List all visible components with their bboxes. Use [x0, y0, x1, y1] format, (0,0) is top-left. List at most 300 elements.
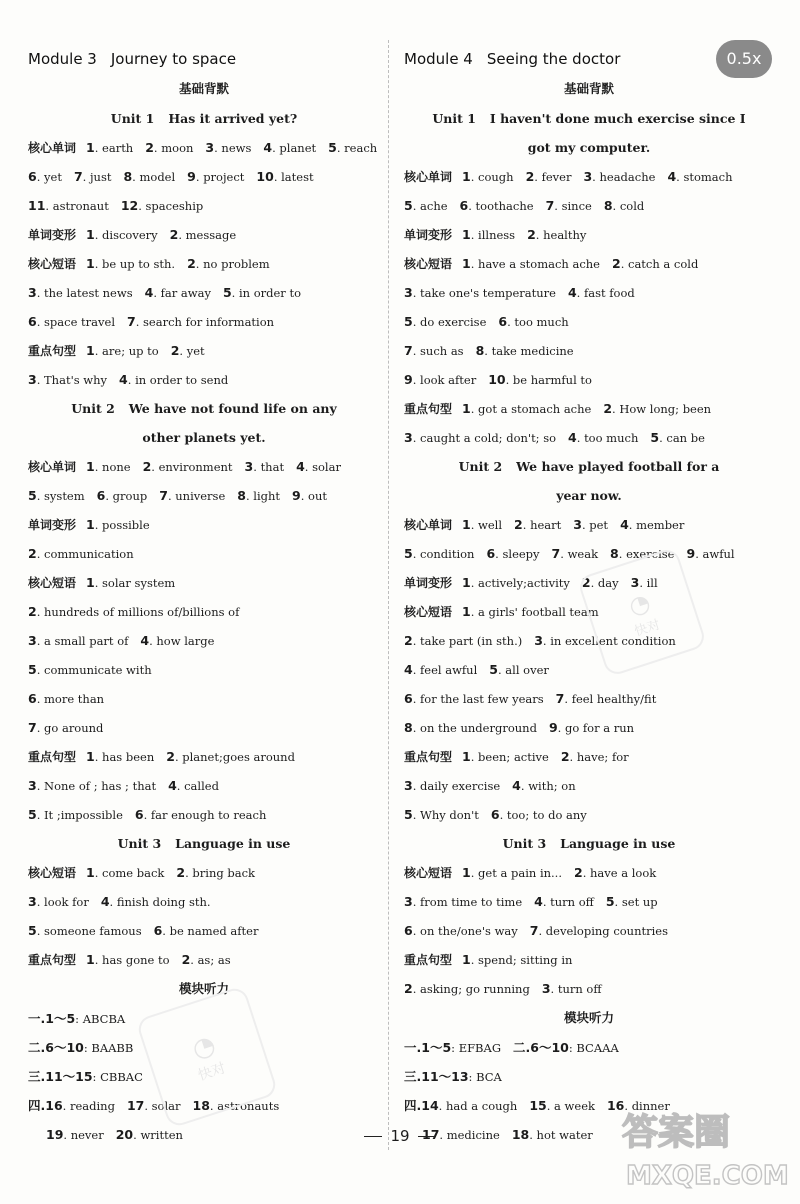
answer-item: [404, 808, 479, 822]
item-number: 2: [166, 749, 175, 764]
category-label: 重点句型: [404, 750, 453, 764]
item-number: 9: [686, 546, 696, 561]
answer-item: [404, 1041, 501, 1055]
item-number: 3: [28, 894, 37, 909]
answer-item: [573, 518, 608, 532]
answer-item: [462, 866, 562, 880]
item-separator: .: [576, 431, 585, 445]
item-number: 4: [144, 285, 154, 300]
unit-heading: [28, 829, 380, 858]
item-answer: BCAAA: [576, 1041, 619, 1055]
answer-item: [127, 315, 274, 329]
item-separator: .: [620, 257, 628, 271]
answer-line: [28, 742, 380, 771]
answer-item: [530, 924, 668, 938]
item-answer: planet;goes around: [182, 750, 295, 764]
item-answer: asking; go running: [420, 982, 530, 996]
item-separator: .: [590, 576, 598, 590]
unit-title: We have played football for a: [516, 459, 720, 474]
item-separator: .: [94, 866, 103, 880]
item-answer: feel awful: [420, 663, 478, 677]
item-answer: project: [203, 170, 245, 184]
item-number: 四.14: [404, 1098, 439, 1113]
item-answer: get a pain in...: [478, 866, 562, 880]
item-number: 5: [605, 894, 615, 909]
module-heading: [28, 44, 380, 74]
item-separator: .: [174, 750, 183, 764]
answer-item: [583, 170, 655, 184]
category-label: 核心单词: [404, 518, 453, 532]
unit-title: Language in use: [175, 836, 291, 851]
item-answer: fast food: [583, 286, 635, 300]
item-separator: .: [127, 373, 136, 387]
item-answer: can be: [666, 431, 705, 445]
answer-item: [549, 721, 634, 735]
item-separator: .: [195, 257, 204, 271]
answer-item: [404, 982, 530, 996]
item-answer: all over: [505, 663, 549, 677]
item-separator: .: [612, 402, 620, 416]
answer-item: [529, 1099, 595, 1113]
answer-line: [404, 916, 774, 945]
item-separator: .: [94, 344, 103, 358]
item-answer: medicine: [446, 1128, 500, 1142]
item-number: 7: [545, 198, 555, 213]
item-number: 5: [404, 314, 413, 329]
answer-item: [223, 286, 301, 300]
answer-line: [404, 626, 774, 655]
answer-item: [574, 866, 656, 880]
item-answer: have a look: [590, 866, 657, 880]
answer-item: [28, 547, 134, 561]
item-separator: .: [592, 170, 600, 184]
item-separator: .: [36, 373, 45, 387]
item-answer: It ;impossible: [44, 808, 123, 822]
item-number: 一.1～5: [28, 1011, 76, 1026]
item-answer: been; active: [478, 750, 549, 764]
answer-line: [404, 800, 774, 829]
answer-item: [28, 1041, 133, 1055]
watermark-text: 快对: [196, 1060, 228, 1085]
item-answer: none: [102, 460, 131, 474]
item-answer: more than: [44, 692, 105, 706]
item-number: 3: [244, 459, 254, 474]
item-answer: finish doing sth.: [116, 895, 211, 909]
item-answer: got a stomach ache: [478, 402, 592, 416]
answer-line: [404, 539, 774, 568]
item-separator: .: [300, 489, 309, 503]
answer-line: [28, 887, 380, 916]
answer-item: [404, 721, 537, 735]
category-label: 核心短语: [404, 605, 453, 619]
unit-heading: [28, 423, 380, 452]
item-number: 7: [127, 314, 136, 329]
answer-item: [86, 953, 170, 967]
answer-line: [404, 423, 774, 452]
item-number: 5: [28, 662, 37, 677]
unit-heading: [404, 133, 774, 162]
category-label: 核心短语: [28, 576, 77, 590]
answer-line: [28, 162, 380, 191]
item-answer: go for a run: [564, 721, 635, 735]
item-number: 9: [548, 720, 558, 735]
answer-item: [404, 199, 448, 213]
answer-line: [28, 539, 380, 568]
answer-item: [462, 518, 502, 532]
section-heading: 模块听力: [563, 1010, 614, 1025]
item-answer: in excellent condition: [550, 634, 676, 648]
answer-line: [404, 278, 774, 307]
item-number: 4: [140, 633, 150, 648]
item-separator: .: [144, 1099, 152, 1113]
item-answer: caught a cold; don't; so: [420, 431, 557, 445]
answer-line: [28, 713, 380, 742]
module-title: Seeing the doctor: [486, 50, 621, 68]
answer-line: [404, 771, 774, 800]
item-separator: .: [253, 460, 261, 474]
item-answer: hundreds of millions of/billions of: [44, 605, 240, 619]
unit-heading: [404, 481, 774, 510]
answer-line: [404, 220, 774, 249]
item-separator: .: [618, 547, 627, 561]
item-separator: .: [507, 315, 515, 329]
item-number: 4: [168, 778, 177, 793]
item-answer: pet: [589, 518, 609, 532]
item-answer: set up: [621, 895, 658, 909]
item-answer: hot water: [536, 1128, 593, 1142]
item-separator: .: [624, 1099, 632, 1113]
item-answer: too; to do any: [506, 808, 587, 822]
category-label: 核心单词: [28, 460, 77, 474]
answer-line: [28, 858, 380, 887]
unit-number: Unit 1: [110, 111, 155, 126]
item-separator: .: [304, 460, 313, 474]
item-answer: well: [478, 518, 503, 532]
item-number: 1: [462, 604, 471, 619]
item-number: 2: [404, 981, 413, 996]
item-separator: .: [546, 1099, 555, 1113]
unit-heading: [404, 829, 774, 858]
answer-line: [28, 510, 380, 539]
item-number: 4: [534, 894, 543, 909]
item-separator: .: [36, 170, 45, 184]
zoom-level-button[interactable]: 0.5x: [716, 40, 772, 78]
item-answer: spend; sitting in: [478, 953, 573, 967]
answer-item: [187, 257, 270, 271]
item-answer: communicate with: [44, 663, 152, 677]
item-number: 5: [404, 546, 413, 561]
item-separator: .: [581, 518, 590, 532]
answer-item: [542, 982, 602, 996]
item-answer: solar: [312, 460, 341, 474]
item-answer: developing countries: [545, 924, 668, 938]
answer-item: [28, 605, 239, 619]
item-answer: do exercise: [420, 315, 487, 329]
category-label: 重点句型: [404, 953, 453, 967]
answer-line: [404, 510, 774, 539]
item-separator: .: [94, 953, 103, 967]
item-answer: far away: [160, 286, 211, 300]
item-separator: .: [36, 663, 45, 677]
item-separator: .: [628, 518, 637, 532]
item-answer: take medicine: [491, 344, 574, 358]
item-answer: heart: [530, 518, 562, 532]
item-number: 3: [404, 285, 413, 300]
item-answer: for the last few years: [420, 692, 544, 706]
answer-item: [488, 373, 592, 387]
answer-line: [404, 684, 774, 713]
answer-line: [28, 249, 380, 278]
item-number: 6: [486, 546, 496, 561]
item-answer: universe: [175, 489, 226, 503]
answer-item: [119, 373, 228, 387]
module-title: Journey to space: [110, 50, 237, 68]
answer-item: [86, 750, 154, 764]
answer-item: [28, 692, 104, 706]
answer-item: [182, 953, 231, 967]
item-number: 5: [28, 923, 37, 938]
item-number: 8: [610, 546, 619, 561]
item-number: 4: [512, 778, 521, 793]
answer-line: [28, 684, 380, 713]
item-separator: .: [36, 808, 45, 822]
item-answer: spaceship: [145, 199, 204, 213]
category-label: 核心短语: [404, 866, 453, 880]
item-number: 7: [159, 488, 168, 503]
item-number: 17: [422, 1127, 440, 1142]
unit-title: year now.: [556, 488, 622, 503]
item-number: 6: [404, 923, 413, 938]
item-number: 4: [567, 285, 577, 300]
unit-number: Unit 2: [458, 459, 503, 474]
item-number: 2: [611, 256, 621, 271]
answer-item: [86, 141, 133, 155]
answer-item: [491, 808, 587, 822]
answer-line: [404, 191, 774, 220]
answer-item: [263, 141, 316, 155]
item-answer: bring back: [192, 866, 255, 880]
answer-item: [462, 402, 591, 416]
item-answer: daily exercise: [420, 779, 501, 793]
answer-item: [205, 141, 251, 155]
item-separator: .: [576, 286, 584, 300]
answer-item: [604, 199, 644, 213]
item-number: 5: [489, 662, 498, 677]
item-answer: fever: [541, 170, 572, 184]
item-separator: .: [470, 953, 479, 967]
item-answer: have; for: [576, 750, 629, 764]
item-separator: .: [470, 402, 479, 416]
item-answer: sleepy: [502, 547, 540, 561]
answer-item: [667, 170, 732, 184]
item-answer: Why don't: [420, 808, 479, 822]
item-separator: .: [153, 286, 161, 300]
item-separator: .: [94, 228, 103, 242]
item-answer: in order to send: [135, 373, 229, 387]
item-number: 1: [462, 952, 471, 967]
item-number: 2: [28, 604, 37, 619]
item-answer: group: [112, 489, 148, 503]
item-separator: .: [529, 1128, 537, 1142]
item-number: 5: [404, 807, 413, 822]
answer-item: [404, 1070, 502, 1084]
item-number: 2: [181, 952, 191, 967]
item-number: 6: [459, 198, 469, 213]
answer-item: [171, 344, 205, 358]
item-separator: .: [412, 808, 421, 822]
answer-item: [121, 199, 203, 213]
answer-item: [143, 460, 233, 474]
item-number: 3: [630, 575, 640, 590]
item-separator: .: [94, 518, 103, 532]
item-separator: .: [470, 257, 479, 271]
answer-item: [101, 895, 211, 909]
answer-item: [86, 518, 150, 532]
unit-title: I haven't done much exercise since I: [489, 111, 746, 126]
item-number: 2: [176, 865, 186, 880]
item-separator: .: [336, 141, 345, 155]
unit-title: Has it arrived yet?: [168, 111, 298, 126]
item-separator: .: [560, 547, 568, 561]
item-number: 四.16: [28, 1098, 63, 1113]
item-separator: .: [468, 199, 476, 213]
item-number: 6: [153, 923, 163, 938]
answer-item: [28, 315, 115, 329]
category-label: 单词变形: [28, 228, 77, 242]
answer-line: [404, 655, 774, 684]
item-number: 2: [404, 633, 413, 648]
item-number: 4: [263, 140, 273, 155]
item-answer: on the underground: [420, 721, 537, 735]
item-number: 3: [583, 169, 593, 184]
item-number: 5: [28, 488, 37, 503]
answer-item: [28, 1099, 115, 1113]
item-number: 1: [86, 952, 95, 967]
answer-item: [526, 170, 572, 184]
item-separator: :: [83, 1041, 92, 1055]
answer-line: [28, 133, 380, 162]
item-answer: planet: [279, 141, 317, 155]
answer-line: [28, 191, 380, 220]
left-column: [28, 44, 380, 1149]
answer-item: [28, 924, 142, 938]
unit-title: Language in use: [560, 836, 676, 851]
answer-item: [28, 199, 109, 213]
item-answer: catch a cold: [628, 257, 699, 271]
answer-item: [28, 489, 85, 503]
item-separator: .: [36, 489, 45, 503]
watermark-logo-icon: ◔: [188, 1029, 220, 1066]
item-answer: how large: [156, 634, 215, 648]
item-answer: cough: [478, 170, 514, 184]
item-number: 3: [573, 517, 582, 532]
item-separator: .: [132, 170, 140, 184]
item-answer: ABCBA: [82, 1012, 126, 1026]
item-separator: :: [568, 1041, 577, 1055]
item-answer: illness: [478, 228, 516, 242]
answer-item: [404, 663, 477, 677]
answer-item: [404, 634, 522, 648]
answer-item: [460, 199, 534, 213]
unit-number: Unit 2: [71, 401, 115, 416]
footer-dash: [364, 1136, 382, 1137]
item-number: 2: [514, 517, 523, 532]
item-number: 3: [28, 778, 37, 793]
item-number: 6: [490, 807, 500, 822]
item-number: 7: [28, 720, 37, 735]
item-separator: :: [75, 1012, 83, 1026]
item-separator: .: [63, 1128, 71, 1142]
item-answer: model: [139, 170, 176, 184]
item-answer: just: [89, 170, 112, 184]
item-answer: a girls' football team: [478, 605, 599, 619]
answer-item: [404, 924, 518, 938]
answer-line: [404, 945, 774, 974]
unit-title: other planets yet.: [142, 430, 266, 445]
item-separator: .: [538, 924, 546, 938]
item-answer: no problem: [203, 257, 270, 271]
item-separator: .: [231, 286, 239, 300]
answer-line: [404, 162, 774, 191]
answer-item: [561, 750, 629, 764]
item-separator: .: [153, 141, 162, 155]
module-number: Module 4: [404, 50, 473, 68]
item-number: 2: [169, 227, 179, 242]
item-separator: .: [105, 489, 113, 503]
unit-heading: [28, 394, 380, 423]
item-answer: feel healthy/fit: [571, 692, 657, 706]
item-answer: ache: [420, 199, 448, 213]
answer-item: [404, 547, 474, 561]
answer-item: [404, 1099, 517, 1113]
answer-line: [28, 220, 380, 249]
item-separator: .: [185, 866, 193, 880]
item-answer: ill: [646, 576, 658, 590]
answer-line: [28, 481, 380, 510]
watermark-sign-bottom: MXQE.COM: [626, 1161, 789, 1191]
item-number: 9: [404, 372, 413, 387]
item-number: 2: [28, 546, 37, 561]
item-separator: .: [94, 750, 103, 764]
answer-item: [404, 286, 556, 300]
item-answer: None of ; has ; that: [44, 779, 157, 793]
unit-title: got my computer.: [527, 140, 651, 155]
category-label: 核心短语: [404, 257, 453, 271]
item-answer: communication: [44, 547, 134, 561]
answer-item: [86, 576, 175, 590]
answer-item: [28, 895, 89, 909]
item-answer: as; as: [197, 953, 231, 967]
item-number: 3: [28, 633, 37, 648]
item-number: 1: [462, 169, 471, 184]
item-number: 1: [86, 343, 95, 358]
answer-item: [74, 170, 112, 184]
answer-item: [527, 228, 586, 242]
item-separator: .: [534, 170, 542, 184]
item-answer: yet: [186, 344, 205, 358]
unit-number: Unit 3: [502, 836, 547, 851]
answer-line: [404, 742, 774, 771]
answer-item: [512, 779, 575, 793]
item-number: 1: [86, 140, 95, 155]
item-number: 6: [404, 691, 413, 706]
item-separator: .: [62, 1099, 70, 1113]
item-answer: have a stomach ache: [478, 257, 600, 271]
item-answer: possible: [102, 518, 150, 532]
item-separator: .: [470, 170, 479, 184]
item-number: 4: [119, 372, 128, 387]
footer-dash: [418, 1136, 436, 1137]
